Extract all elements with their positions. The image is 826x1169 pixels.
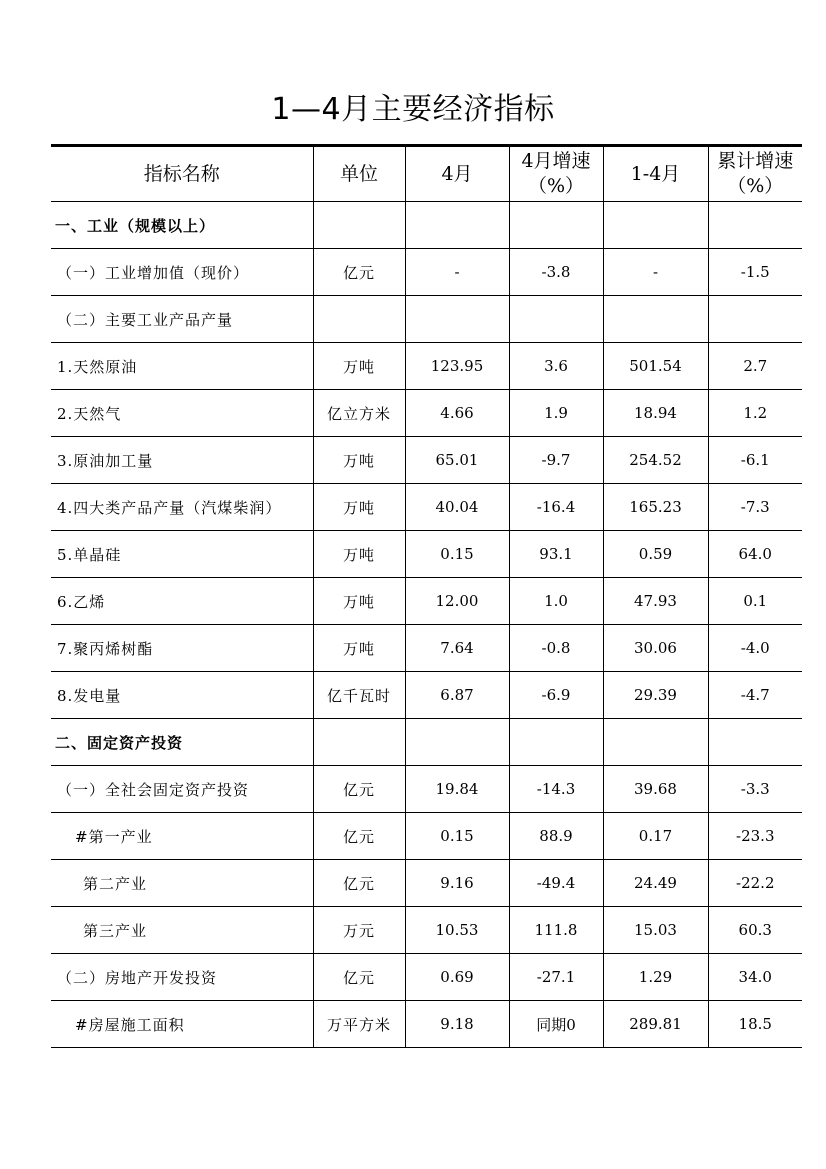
row-month: 65.01: [405, 437, 509, 484]
row-cumulative-growth: [708, 202, 802, 249]
row-cumulative: 18.94: [603, 390, 708, 437]
row-month-growth: -14.3: [509, 766, 603, 813]
row-cumulative-growth: 1.2: [708, 390, 802, 437]
row-name: 一、工业（规模以上）: [51, 202, 313, 249]
row-cumulative: 47.93: [603, 578, 708, 625]
row-cumulative: 1.29: [603, 954, 708, 1001]
row-cumulative-growth: -3.3: [708, 766, 802, 813]
row-name: 7.聚丙烯树酯: [51, 625, 313, 672]
row-name: 3.原油加工量: [51, 437, 313, 484]
row-cumulative: 30.06: [603, 625, 708, 672]
row-month-growth: 3.6: [509, 343, 603, 390]
row-month: 7.64: [405, 625, 509, 672]
row-cumulative-growth: -4.7: [708, 672, 802, 719]
row-unit: 亿元: [313, 860, 405, 907]
row-name: 8.发电量: [51, 672, 313, 719]
row-name: 6.乙烯: [51, 578, 313, 625]
table-row: [51, 1001, 802, 1048]
table-row: [51, 531, 802, 578]
table-row: [51, 907, 802, 954]
table-row: [51, 249, 802, 296]
row-cumulative: [603, 296, 708, 343]
row-unit: [313, 202, 405, 249]
row-name: 5.单晶硅: [51, 531, 313, 578]
row-unit: 亿元: [313, 249, 405, 296]
table-row: [51, 813, 802, 860]
row-month: 0.69: [405, 954, 509, 1001]
row-unit: 亿立方米: [313, 390, 405, 437]
row-month-growth: 88.9: [509, 813, 603, 860]
table-row-industry-section: [51, 202, 802, 249]
row-cumulative: 24.49: [603, 860, 708, 907]
row-name: （一）工业增加值（现价）: [51, 249, 313, 296]
row-month: 10.53: [405, 907, 509, 954]
row-month-growth: -49.4: [509, 860, 603, 907]
table-row-investment-section: [51, 719, 802, 766]
row-month: 9.16: [405, 860, 509, 907]
row-month: 0.15: [405, 531, 509, 578]
table-row: [51, 860, 802, 907]
row-unit: 万元: [313, 907, 405, 954]
row-name: #第一产业: [51, 813, 313, 860]
row-month: [405, 202, 509, 249]
table-row: [51, 484, 802, 531]
row-cumulative: 15.03: [603, 907, 708, 954]
row-month-growth: -16.4: [509, 484, 603, 531]
row-unit: 万吨: [313, 437, 405, 484]
header-cumulative-growth: 累计增速（%）: [708, 146, 802, 202]
row-month-growth: -9.7: [509, 437, 603, 484]
row-cumulative: 39.68: [603, 766, 708, 813]
row-cumulative-growth: [708, 296, 802, 343]
row-cumulative: 29.39: [603, 672, 708, 719]
row-name: 1.天然原油: [51, 343, 313, 390]
row-cumulative: -: [603, 249, 708, 296]
row-cumulative: 289.81: [603, 1001, 708, 1048]
row-cumulative: [603, 719, 708, 766]
row-month: 19.84: [405, 766, 509, 813]
row-month: 4.66: [405, 390, 509, 437]
table-row: [51, 578, 802, 625]
table-row: [51, 672, 802, 719]
table-row: [51, 343, 802, 390]
row-month: 6.87: [405, 672, 509, 719]
header-cumulative: 1-4月: [603, 146, 708, 202]
header-indicator-name: 指标名称: [51, 146, 313, 202]
row-unit: [313, 296, 405, 343]
header-row: [51, 146, 802, 202]
table-row: [51, 390, 802, 437]
row-cumulative-growth: [708, 719, 802, 766]
row-month: -: [405, 249, 509, 296]
row-cumulative-growth: -4.0: [708, 625, 802, 672]
row-unit: 万吨: [313, 625, 405, 672]
row-name: 第二产业: [51, 860, 313, 907]
row-cumulative-growth: 2.7: [708, 343, 802, 390]
row-cumulative-growth: 34.0: [708, 954, 802, 1001]
row-cumulative-growth: -6.1: [708, 437, 802, 484]
row-name: 二、固定资产投资: [51, 719, 313, 766]
row-month-growth: -3.8: [509, 249, 603, 296]
row-cumulative-growth: -23.3: [708, 813, 802, 860]
row-month: 0.15: [405, 813, 509, 860]
row-unit: 万吨: [313, 578, 405, 625]
row-cumulative-growth: -7.3: [708, 484, 802, 531]
row-unit: 万吨: [313, 484, 405, 531]
row-month-growth: 同期0: [509, 1001, 603, 1048]
row-cumulative-growth: -1.5: [708, 249, 802, 296]
row-month-growth: 1.9: [509, 390, 603, 437]
table-row: [51, 766, 802, 813]
row-name: #房屋施工面积: [51, 1001, 313, 1048]
row-month: 40.04: [405, 484, 509, 531]
row-unit: 亿元: [313, 813, 405, 860]
row-name: 2.天然气: [51, 390, 313, 437]
row-month: [405, 296, 509, 343]
row-cumulative: 0.17: [603, 813, 708, 860]
row-cumulative: 501.54: [603, 343, 708, 390]
row-cumulative: 254.52: [603, 437, 708, 484]
table-row: [51, 296, 802, 343]
table-row: [51, 437, 802, 484]
row-month: 123.95: [405, 343, 509, 390]
row-unit: 亿千瓦时: [313, 672, 405, 719]
row-name: （二）主要工业产品产量: [51, 296, 313, 343]
row-cumulative-growth: 64.0: [708, 531, 802, 578]
row-cumulative-growth: -22.2: [708, 860, 802, 907]
row-cumulative-growth: 60.3: [708, 907, 802, 954]
row-unit: 万吨: [313, 343, 405, 390]
row-month-growth: -27.1: [509, 954, 603, 1001]
row-month-growth: -6.9: [509, 672, 603, 719]
row-name: （二）房地产开发投资: [51, 954, 313, 1001]
row-unit: [313, 719, 405, 766]
header-unit: 单位: [313, 146, 405, 202]
row-month-growth: 93.1: [509, 531, 603, 578]
row-name: （一）全社会固定资产投资: [51, 766, 313, 813]
row-unit: 万平方米: [313, 1001, 405, 1048]
row-cumulative: [603, 202, 708, 249]
row-name: 4.四大类产品产量（汽煤柴润）: [51, 484, 313, 531]
page-title: 1—4月主要经济指标: [271, 92, 555, 127]
row-cumulative: 0.59: [603, 531, 708, 578]
row-month-growth: [509, 296, 603, 343]
header-month: 4月: [405, 146, 509, 202]
row-month-growth: [509, 719, 603, 766]
row-month-growth: 111.8: [509, 907, 603, 954]
row-month-growth: [509, 202, 603, 249]
row-cumulative: 165.23: [603, 484, 708, 531]
row-month: 9.18: [405, 1001, 509, 1048]
table-row: [51, 625, 802, 672]
indicator-table: [51, 144, 802, 1048]
table-row: [51, 954, 802, 1001]
row-month-growth: -0.8: [509, 625, 603, 672]
row-cumulative-growth: 0.1: [708, 578, 802, 625]
row-unit: 亿元: [313, 954, 405, 1001]
row-cumulative-growth: 18.5: [708, 1001, 802, 1048]
row-unit: 亿元: [313, 766, 405, 813]
row-month-growth: 1.0: [509, 578, 603, 625]
header-month-growth: 4月增速（%）: [509, 146, 603, 202]
row-name: 第三产业: [51, 907, 313, 954]
row-month: 12.00: [405, 578, 509, 625]
row-month: [405, 719, 509, 766]
row-unit: 万吨: [313, 531, 405, 578]
